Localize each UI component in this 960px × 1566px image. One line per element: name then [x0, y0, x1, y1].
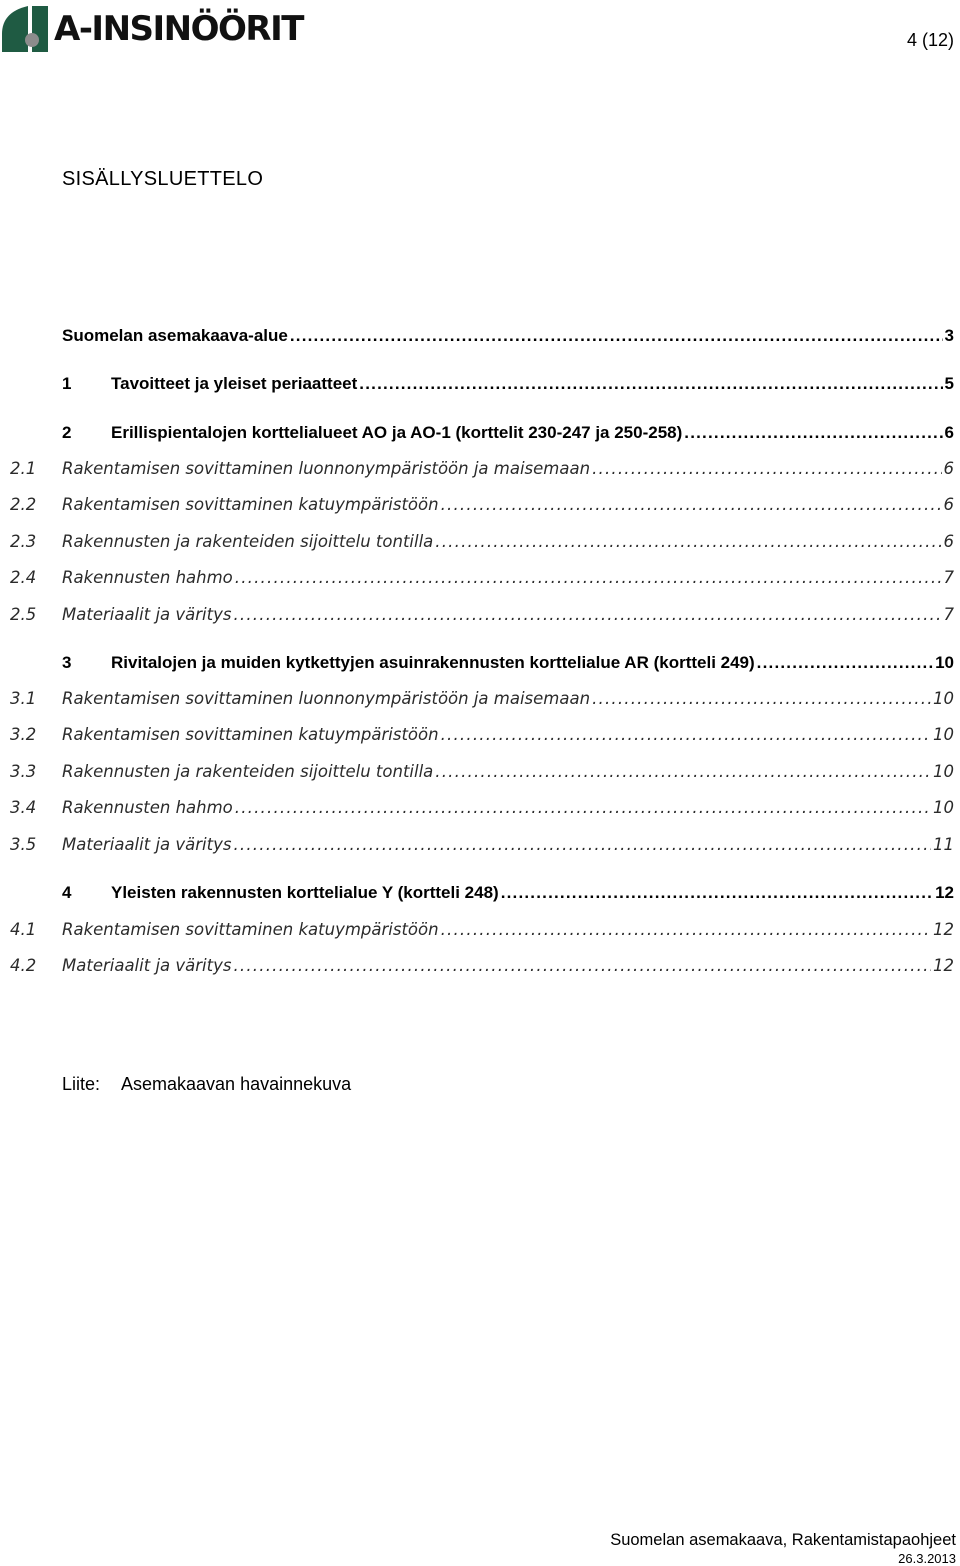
toc-entry-page: 10	[935, 653, 954, 672]
page-number: 4 (12)	[906, 30, 954, 50]
toc-entry[interactable]	[0, 832, 960, 858]
dot-leader	[235, 795, 931, 821]
dot-leader	[435, 759, 931, 785]
dot-leader	[441, 722, 931, 748]
toc-entry[interactable]	[0, 529, 960, 555]
toc-entry[interactable]	[0, 953, 960, 979]
toc-entry[interactable]	[0, 323, 960, 349]
toc-entry-title: Rakennusten hahmo	[62, 568, 233, 587]
dot-leader	[235, 565, 942, 591]
toc-entry-title: Rakennusten hahmo	[62, 798, 233, 817]
toc-entry-title: Rakentamisen sovittaminen katuympäristöön	[62, 495, 439, 514]
toc-entry-title: Rakentamisen sovittaminen luonnonympäristöön ja maisemaan	[62, 689, 591, 708]
appendix-title: Asemakaavan havainnekuva	[121, 1074, 352, 1094]
toc-entry-title: Suomelan asemakaava-alue	[62, 326, 288, 345]
dot-leader	[233, 953, 931, 979]
toc-entry-number: 3.3	[10, 762, 37, 781]
toc-entry[interactable]	[0, 602, 960, 628]
toc-entry-number: 2.3	[10, 532, 37, 551]
appendix-line	[62, 1074, 351, 1095]
toc-entry-number: 2.2	[10, 495, 37, 514]
toc-entry-title: Materiaalit ja väritys	[62, 835, 232, 854]
toc-entry-page: 12	[935, 883, 954, 902]
toc-entry-page: 10	[933, 689, 954, 708]
toc-entry-number: 2.5	[10, 605, 37, 624]
toc-entry-page: 3	[944, 326, 954, 345]
toc-entry-number: 4.1	[10, 920, 37, 939]
toc-entry-number: 3.4	[10, 798, 37, 817]
toc-heading: SISÄLLYSLUETTELO	[62, 168, 264, 190]
toc-entry[interactable]	[0, 795, 960, 821]
dot-leader	[290, 323, 943, 349]
toc-entry-title: Rakentamisen sovittaminen katuympäristöön	[62, 725, 439, 744]
toc-entry-number: 2	[62, 423, 72, 442]
dot-leader	[441, 492, 942, 518]
dot-leader	[233, 832, 931, 858]
toc-entry-title: Yleisten rakennusten korttelialue Y (kortteli 248)	[111, 883, 499, 902]
toc-entry-title: Rakentamisen sovittaminen katuympäristöön	[62, 920, 439, 939]
toc-entry-title: Rakennusten ja rakenteiden sijoittelu tontilla	[62, 762, 434, 781]
dot-leader	[501, 880, 933, 906]
dot-leader	[592, 456, 941, 482]
toc-entry-title: Rivitalojen ja muiden kytkettyjen asuinrakennusten korttelialue AR (kortteli 249)	[111, 653, 755, 672]
toc-entry-number: 3.2	[10, 725, 37, 744]
toc-entry[interactable]	[0, 371, 960, 397]
toc-entry[interactable]	[0, 880, 960, 906]
toc-entry-number: 4.2	[10, 956, 37, 975]
toc-entry-page: 12	[933, 956, 954, 975]
footer-date: 26.3.2013	[898, 1551, 956, 1566]
toc-entry-title: Rakentamisen sovittaminen luonnonympäristöön ja maisemaan	[62, 459, 591, 478]
toc-entry-page: 7	[943, 568, 954, 587]
toc-entry-number: 3.5	[10, 835, 37, 854]
toc-entry-page: 6	[944, 423, 954, 442]
toc-entry-page: 6	[943, 459, 954, 478]
dot-leader	[592, 686, 931, 712]
toc-entry[interactable]	[0, 565, 960, 591]
toc-entry[interactable]	[0, 686, 960, 712]
toc-entry[interactable]	[0, 917, 960, 943]
dot-leader	[441, 917, 931, 943]
toc-entry-number: 3	[62, 653, 72, 672]
toc-entry-page: 10	[933, 762, 954, 781]
toc-entry-title: Materiaalit ja väritys	[62, 605, 232, 624]
toc-entry-page: 11	[933, 835, 954, 854]
dot-leader	[435, 529, 941, 555]
toc-entry[interactable]	[0, 492, 960, 518]
appendix-label: Liite:	[62, 1074, 101, 1094]
toc-entry[interactable]	[0, 722, 960, 748]
toc-entry-number: 3.1	[10, 689, 37, 708]
dot-leader	[757, 650, 933, 676]
toc-entry[interactable]	[0, 420, 960, 446]
toc-entry-title: Tavoitteet ja yleiset periaatteet	[111, 374, 358, 393]
footer-document-title: Suomelan asemakaava, Rakentamistapaohjeet	[610, 1531, 956, 1549]
dot-leader	[233, 602, 941, 628]
toc-entry-page: 6	[943, 532, 954, 551]
toc-entry-page: 5	[944, 374, 954, 393]
toc-entry-page: 6	[943, 495, 954, 514]
toc-entry[interactable]	[0, 759, 960, 785]
toc-entry-title: Materiaalit ja väritys	[62, 956, 232, 975]
toc-entry-number: 4	[62, 883, 72, 902]
toc-entry[interactable]	[0, 650, 960, 676]
toc-entry-number: 2.4	[10, 568, 37, 587]
toc-entry-number: 2.1	[10, 459, 37, 478]
toc-entry-page: 10	[933, 798, 954, 817]
toc-entry[interactable]	[0, 456, 960, 482]
toc-entry-number: 1	[62, 374, 72, 393]
toc-entry-page: 12	[933, 920, 954, 939]
toc-entry-title: Rakennusten ja rakenteiden sijoittelu tontilla	[62, 532, 434, 551]
toc-entry-page: 7	[943, 605, 954, 624]
toc-entry-page: 10	[933, 725, 954, 744]
logo-text: A-INSINÖÖRIT	[54, 9, 303, 49]
toc-entry-title: Erillispientalojen korttelialueet AO ja AO-1 (korttelit 230-247 ja 250-258)	[111, 423, 683, 442]
dot-leader	[684, 420, 942, 446]
dot-leader	[359, 371, 942, 397]
